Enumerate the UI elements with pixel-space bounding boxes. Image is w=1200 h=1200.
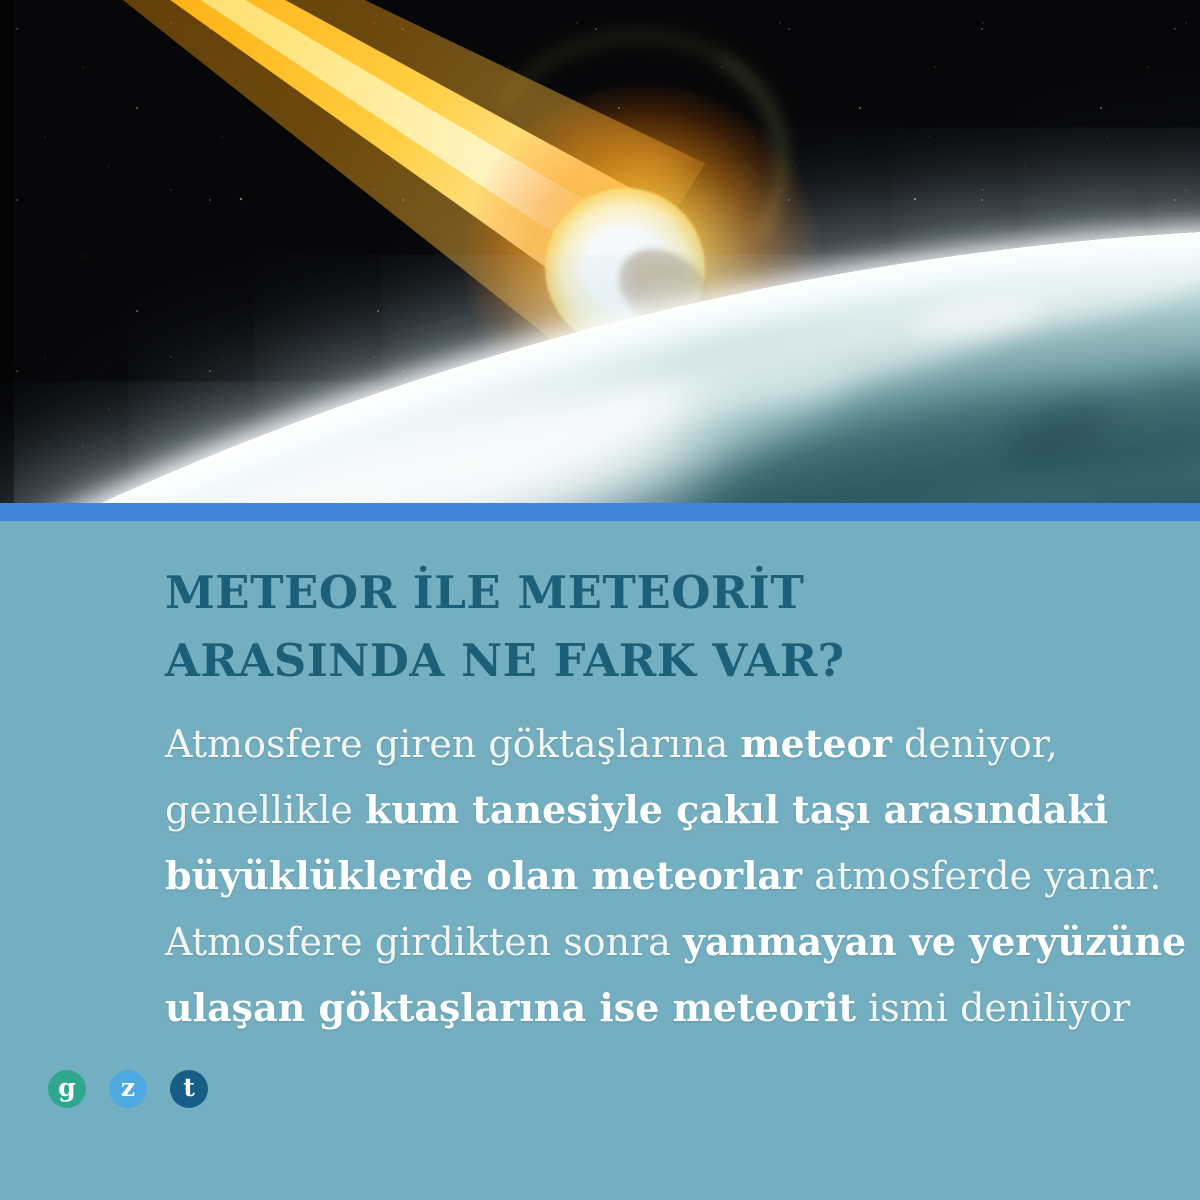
icon-letter: g (58, 1072, 76, 1102)
body-line (165, 777, 1140, 843)
title-line-2: ARASINDA NE FARK VAR? (165, 634, 845, 687)
gzt-g-icon[interactable] (48, 1070, 86, 1108)
social-icons (48, 1070, 208, 1108)
body-regular-text: ismi deniliyor (856, 986, 1131, 1030)
body-regular-text: Atmosfere girdikten sonra (165, 920, 683, 964)
body-text (165, 711, 1187, 1041)
body-regular-text: atmosferde yanar. (802, 854, 1162, 898)
body-line (165, 843, 1162, 909)
text-panel (0, 521, 1200, 1200)
body-bold-text: ulaşan göktaşlarına ise meteorit (165, 985, 857, 1030)
body-regular-text: Atmosfere giren göktaşlarına (165, 722, 741, 766)
gzt-z-icon[interactable] (109, 1070, 147, 1108)
body-bold-text: kum tanesiyle çakıl taşı arasındaki (364, 787, 1109, 832)
title-line-1: METEOR İLE METEORİT (165, 566, 805, 619)
body-regular-text: deniyor, (891, 722, 1058, 766)
body-bold-text: yanmayan ve yeryüzüne (682, 919, 1187, 964)
page-title (165, 559, 1140, 695)
left-edge-shade (0, 0, 14, 503)
gzt-t-icon[interactable] (170, 1070, 208, 1108)
body-regular-text: genellikle (165, 788, 365, 832)
meteor-earth-image (0, 0, 1200, 503)
body-bold-text: büyüklüklerde olan meteorlar (165, 853, 803, 898)
body-line (165, 711, 1140, 777)
accent-stripe (0, 503, 1200, 521)
body-bold-text: meteor (740, 721, 892, 766)
icon-letter: z (120, 1072, 136, 1102)
body-line (165, 909, 1187, 975)
icon-letter: t (183, 1072, 195, 1102)
body-line (165, 975, 1140, 1041)
